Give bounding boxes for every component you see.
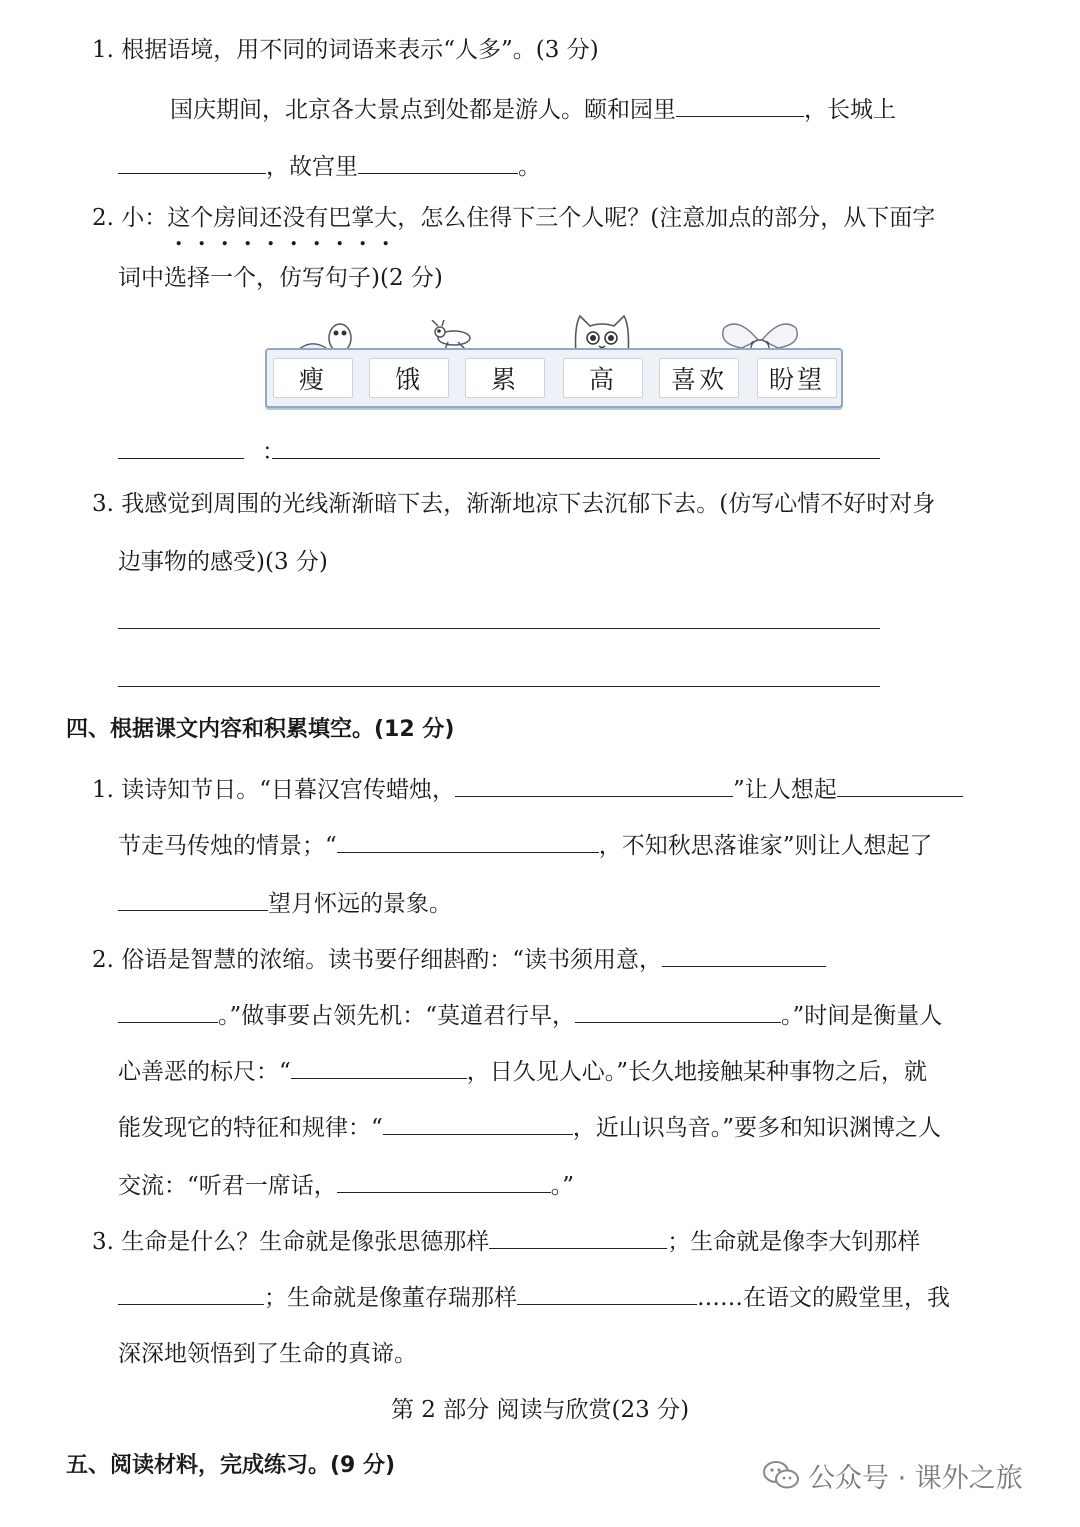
q3-prompt-line2: 边事物的感受)(3 分)	[118, 549, 328, 575]
q1-line2-b: 。	[518, 154, 541, 180]
answer-blank[interactable]	[383, 1110, 573, 1135]
dotted-char: 大	[374, 205, 398, 231]
s4-p3-line3: 深深地领悟到了生命的真谛。	[118, 1341, 417, 1367]
s4-text: 。”	[550, 1173, 575, 1199]
word-card[interactable]: 饿	[369, 358, 449, 398]
q1-text-line1	[170, 92, 896, 126]
answer-blank[interactable]	[118, 1280, 264, 1305]
q2-prompt-line2: 词中选择一个，仿写句子)(2 分)	[118, 265, 443, 291]
s4-p1-line2	[118, 828, 933, 862]
q2-prompt-line1	[92, 202, 935, 234]
s4-text: ……在语文的殿堂里，我	[697, 1285, 950, 1311]
s4-text: 1. 读诗知节日。“日暮汉宫传蜡烛，	[92, 777, 456, 803]
dotted-char: 间	[236, 205, 260, 231]
section4-heading: 四、根据课文内容和积累填空。(12 分)	[66, 717, 455, 742]
q1-prompt: 1. 根据语境，用不同的词语来表示“人多”。(3 分)	[92, 37, 599, 63]
watermark	[762, 1455, 1023, 1495]
s4-p2-line1	[92, 942, 826, 976]
s4-text: 交流：“听君一席话，	[118, 1173, 337, 1199]
section5-heading: 五、阅读材料，完成练习。(9 分)	[66, 1453, 396, 1478]
s4-text: ，不知秋思落谁家”则让人想起了	[598, 833, 933, 859]
word-card[interactable]: 高	[563, 358, 643, 398]
s4-text: 望月怀远的景象。	[268, 891, 452, 917]
colon: ：	[262, 439, 285, 465]
dotted-char: 掌	[351, 205, 375, 231]
answer-blank[interactable]	[118, 886, 268, 911]
word-card[interactable]: 瘦	[273, 358, 353, 398]
q2-number: 2.	[92, 205, 122, 231]
word-card[interactable]: 盼望	[757, 358, 837, 398]
answer-blank[interactable]	[676, 92, 804, 117]
s4-text: ”让人想起	[733, 777, 837, 803]
answer-line[interactable]	[118, 686, 880, 687]
s4-p1-line3	[118, 886, 452, 920]
word-choice-box	[265, 348, 843, 408]
word-card[interactable]: 累	[465, 358, 545, 398]
answer-blank[interactable]	[489, 1224, 667, 1249]
q2-lead: 小：	[121, 205, 168, 231]
dotted-char: 巴	[328, 205, 352, 231]
s4-p2-line5	[118, 1168, 574, 1202]
s4-text: 心善恶的标尺：“	[118, 1059, 291, 1085]
answer-blank[interactable]	[358, 149, 518, 174]
s4-p3-line2	[118, 1280, 950, 1314]
answer-blank[interactable]	[575, 998, 781, 1023]
s4-text: ，日久见人心。”长久地接触某种事物之后，就	[466, 1059, 928, 1085]
s4-p1-line1	[92, 772, 963, 806]
s4-text: ；生命就是像董存瑞那样	[264, 1285, 517, 1311]
s4-text: 3. 生命是什么？生命就是像张思德那样	[92, 1229, 490, 1255]
dotted-char: 有	[305, 205, 329, 231]
s4-text: 节走马传烛的情景；“	[118, 833, 337, 859]
q1-line2-a: ，故宫里	[266, 154, 358, 180]
s4-text: ，近山识鸟音。”要多和知识渊博之人	[572, 1115, 942, 1141]
answer-blank[interactable]	[291, 1054, 467, 1079]
s4-p2-line3	[118, 1054, 927, 1088]
answer-blank[interactable]	[837, 772, 963, 797]
answer-blank[interactable]	[455, 772, 733, 797]
s4-text: ；生命就是像李大钊那样	[667, 1229, 921, 1255]
dotted-char: 个	[190, 205, 214, 231]
answer-blank[interactable]	[337, 1168, 551, 1193]
answer-blank[interactable]	[662, 942, 826, 967]
wechat-icon	[762, 1460, 800, 1490]
answer-blank[interactable]	[118, 458, 244, 459]
s4-text: 。”时间是衡量人	[781, 1003, 943, 1029]
answer-blank[interactable]	[517, 1280, 697, 1305]
q3-prompt-line1: 3. 我感觉到周围的光线渐渐暗下去，渐渐地凉下去沉郁下去。(仿写心情不好时对身	[92, 491, 936, 517]
dotted-char: 房	[213, 205, 237, 231]
s4-p2-line4	[118, 1110, 941, 1144]
answer-blank[interactable]	[272, 458, 880, 459]
dotted-char: 这	[167, 205, 191, 231]
part2-title: 第 2 部分 阅读与欣赏(23 分)	[390, 1397, 690, 1423]
q1-line1-a: 国庆期间，北京各大景点到处都是游人。颐和园里	[170, 97, 676, 123]
s4-text: 2. 俗语是智慧的浓缩。读书要仔细斟酌：“读书须用意，	[92, 947, 663, 973]
word-card[interactable]: 喜欢	[659, 358, 739, 398]
s4-text: 能发现它的特征和规律：“	[118, 1115, 383, 1141]
answer-blank[interactable]	[337, 828, 599, 853]
s4-text: 。”做事要占领先机：“莫道君行早，	[218, 1003, 576, 1029]
answer-line[interactable]	[118, 628, 880, 629]
s4-p2-line2	[118, 998, 942, 1032]
s4-p3-line1	[92, 1224, 920, 1258]
answer-blank[interactable]	[118, 998, 218, 1023]
dotted-char: 还	[259, 205, 283, 231]
q1-line1-b: ，长城上	[804, 97, 896, 123]
q1-text-line2	[118, 149, 541, 183]
dotted-char: 没	[282, 205, 306, 231]
answer-blank[interactable]	[118, 149, 266, 174]
watermark-text: 公众号 · 课外之旅	[808, 1462, 1023, 1494]
q2-tail: ，怎么住得下三个人呢？(注意加点的部分，从下面字	[397, 205, 936, 231]
